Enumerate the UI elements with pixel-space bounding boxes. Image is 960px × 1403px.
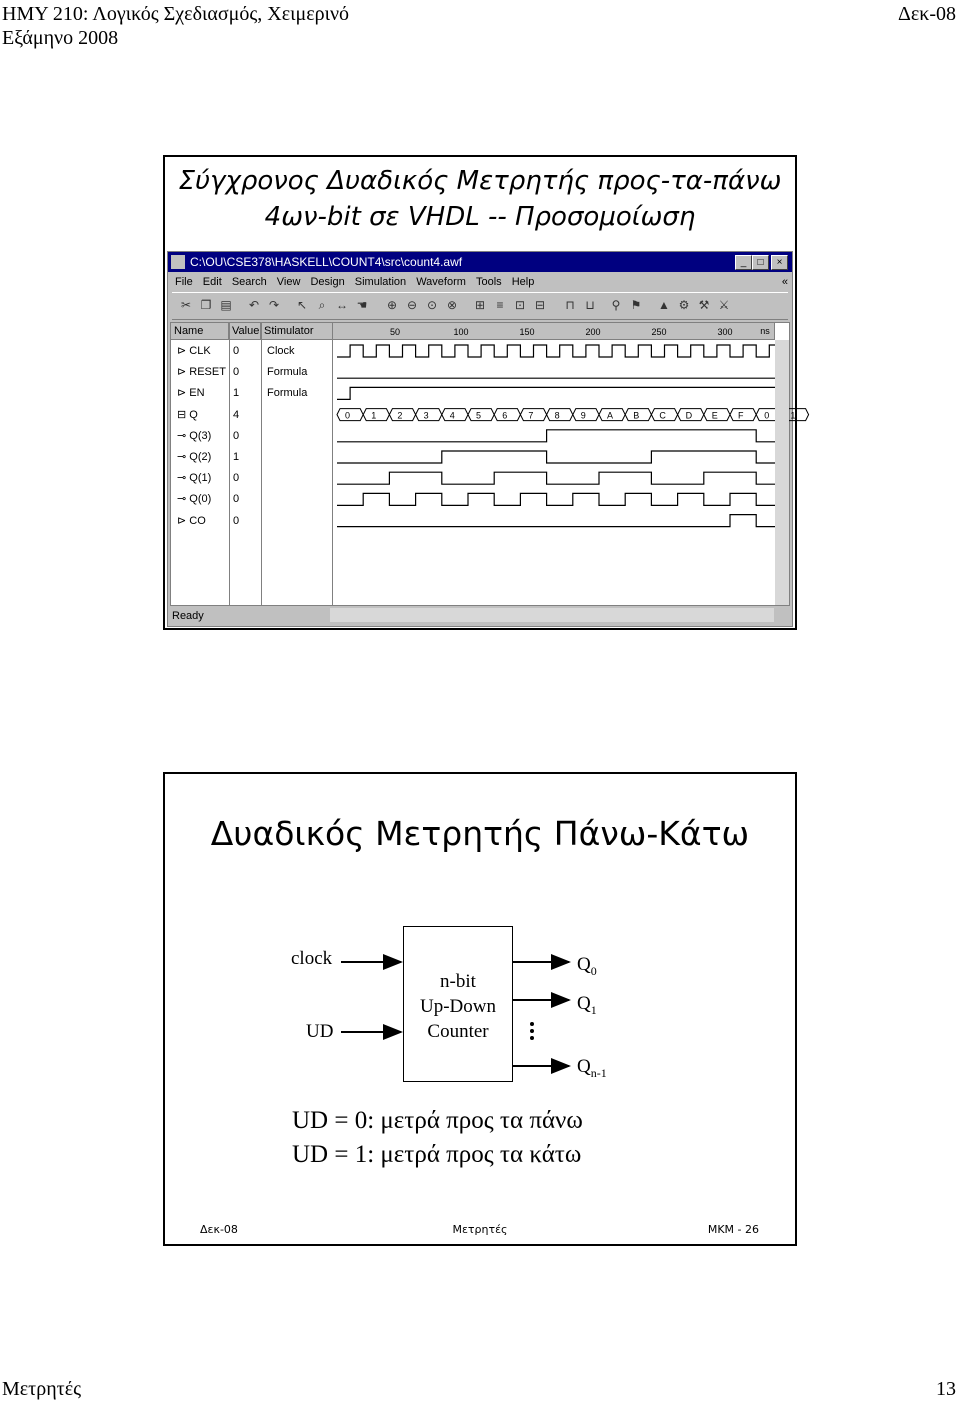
signal-value: 1 <box>233 451 240 463</box>
signal-value: 4 <box>233 408 240 421</box>
bus-value-label: C <box>659 410 666 421</box>
bus-icon[interactable]: ≡ <box>496 298 504 312</box>
time-tick-label: 250 <box>651 327 667 337</box>
waveform-plot <box>333 323 796 605</box>
q2-wave <box>337 451 782 463</box>
find-icon[interactable]: ⚲ <box>611 298 621 312</box>
bus-value-label: 3 <box>423 410 429 421</box>
bus-segment <box>520 409 546 421</box>
hand-icon[interactable]: ☚ <box>356 298 368 312</box>
signal-value: 0 <box>233 345 240 357</box>
simulator-window <box>167 251 796 627</box>
time-tick-label: 150 <box>519 327 535 337</box>
zoom-icon[interactable]: ⌕ <box>318 298 326 312</box>
waveform-marker-icon[interactable]: ⊔ <box>585 298 595 312</box>
col-header-stimulator[interactable]: Stimulator <box>261 323 333 340</box>
redo-icon[interactable]: ↷ <box>268 298 280 312</box>
signal-value: 1 <box>233 387 240 400</box>
counter-line1: n-bit <box>440 971 476 992</box>
run-icon[interactable]: ▲ <box>658 298 670 312</box>
page-footer-topic: Μετρητές <box>2 1378 82 1400</box>
bus-value-label: A <box>607 410 614 421</box>
slide1-title-line1: Σύγχρονος Δυαδικός Μετρητής προς-τα-πάνω <box>178 166 782 196</box>
input-ud-label: UD <box>306 1021 334 1042</box>
run-for-icon[interactable]: ⚒ <box>698 298 710 312</box>
measure-icon[interactable]: ↔ <box>336 298 348 312</box>
signal-name: ⊳ RESET <box>177 366 226 379</box>
slide-simulation <box>163 155 797 630</box>
header-course-line1: ΗΜΥ 210: Λογικός Σχεδιασμός, Χειμερινό <box>2 3 350 25</box>
menu-simulation[interactable]: Simulation <box>354 276 407 288</box>
cut-icon[interactable]: ✂ <box>180 298 192 312</box>
col-header-name[interactable]: Name <box>171 323 229 340</box>
output-q0-label <box>577 954 597 982</box>
slide1-title <box>165 163 795 235</box>
co-wave <box>337 515 782 527</box>
bus-value-label: 7 <box>528 410 534 421</box>
equation-ud0: UD = 0: μετρά προς τα πάνω <box>292 1107 583 1134</box>
q0-text: Q <box>577 954 591 975</box>
menu-edit[interactable]: Edit <box>202 276 222 288</box>
q1-sub: 1 <box>590 1002 597 1017</box>
app-icon <box>171 255 185 269</box>
signal-value: 0 <box>233 366 240 379</box>
signal-row[interactable] <box>171 341 331 362</box>
menu-help[interactable]: Help <box>511 276 535 288</box>
bus-value-label: 1 <box>790 410 796 421</box>
bus-value-label: 5 <box>476 410 482 421</box>
bus-value-label: 1 <box>371 410 377 421</box>
signal-row[interactable] <box>171 383 331 404</box>
window-titlebar <box>168 252 792 272</box>
q1-wave <box>337 472 782 484</box>
signal-value: 0 <box>233 429 240 442</box>
time-tick-label: 300 <box>717 327 733 337</box>
pointer-icon[interactable]: ↖ <box>296 298 308 312</box>
window-title: C:\OU\CSE378\HASKELL\COUNT4\src\count4.awf <box>190 255 463 269</box>
input-clock-label: clock <box>291 948 333 969</box>
counter-block <box>403 926 513 1082</box>
ellipsis-dot <box>530 1036 534 1040</box>
q1-text: Q <box>577 993 591 1014</box>
undo-icon[interactable]: ↶ <box>248 298 260 312</box>
bus-segment <box>573 409 599 421</box>
output-qn-label <box>577 1056 607 1084</box>
stimulator-icon[interactable]: ⊟ <box>534 298 546 312</box>
paste-icon[interactable]: ▤ <box>220 298 232 312</box>
signal-row[interactable] <box>171 405 331 426</box>
time-tick-label: 200 <box>585 327 601 337</box>
toolbar <box>172 292 788 320</box>
bus-segment <box>337 409 363 421</box>
header-date: Δεκ-08 <box>898 3 956 25</box>
q0-wave <box>337 493 782 505</box>
zoom-fit-icon[interactable]: ⊙ <box>426 298 438 312</box>
equation-ud1: UD = 1: μετρά προς τα κάτω <box>292 1141 582 1168</box>
bus-segment <box>547 409 573 421</box>
signal-name: ⊸ Q(0) <box>177 493 212 506</box>
signal-row[interactable] <box>171 511 331 532</box>
page-number: 13 <box>936 1378 956 1400</box>
qn-text: Q <box>577 1056 591 1077</box>
zoom-range-icon[interactable]: ⊗ <box>446 298 458 312</box>
bus-segment <box>468 409 494 421</box>
counter-line3: Counter <box>427 1021 489 1042</box>
bus-value-label: 0 <box>345 410 351 421</box>
slide-updown-counter <box>163 772 797 1246</box>
bus-value-label: F <box>738 410 744 421</box>
signal-row[interactable] <box>171 489 331 510</box>
menu-design[interactable]: Design <box>310 276 345 288</box>
signal-value: 0 <box>233 472 240 485</box>
signal-value: 0 <box>233 514 240 527</box>
bus-value-label: 2 <box>397 410 403 421</box>
menu-waveform[interactable]: Waveform <box>416 276 466 288</box>
col-header-value[interactable]: Value <box>229 323 261 340</box>
menu-file[interactable]: File <box>175 276 193 288</box>
signal-name: ⊳ CLK <box>177 345 211 357</box>
step-icon[interactable]: ⚙ <box>678 298 690 312</box>
zoom-out-icon[interactable]: ⊖ <box>406 298 418 312</box>
bus-segment <box>494 409 520 421</box>
status-bar: Ready <box>172 610 204 622</box>
output-q1-label <box>577 993 597 1021</box>
time-unit-label: ns <box>760 326 770 336</box>
signal-stimulator: Formula <box>267 366 308 379</box>
menu-search[interactable]: Search <box>231 276 267 288</box>
signal-stimulator: Clock <box>267 345 295 357</box>
signal-name: ⊸ Q(1) <box>177 472 212 485</box>
signal-row[interactable] <box>171 468 331 489</box>
ellipsis-dot <box>530 1029 534 1033</box>
signal-name: ⊳ CO <box>177 514 206 527</box>
bus-value-label: E <box>711 410 718 421</box>
signal-name: ⊸ Q(3) <box>177 429 212 442</box>
maximize-icon[interactable]: □ <box>752 255 769 270</box>
time-tick-label: 50 <box>389 327 401 337</box>
q3-wave <box>337 430 782 442</box>
bus-value-label: B <box>633 410 640 421</box>
slide2-footer-page: ΜΚΜ - 26 <box>707 1223 759 1236</box>
bus-segment <box>442 409 468 421</box>
signal-name: ⊳ EN <box>177 387 205 400</box>
q0-sub: 0 <box>590 963 597 978</box>
signal-stimulator: Formula <box>267 387 308 400</box>
signal-row[interactable] <box>171 362 331 383</box>
signal-add-icon[interactable]: ⊞ <box>474 298 486 312</box>
menu-collapse-icon[interactable]: « <box>781 276 788 288</box>
page-header-course <box>2 2 349 50</box>
menu-view[interactable]: View <box>276 276 301 288</box>
close-icon[interactable]: × <box>771 255 788 270</box>
bus-value-label: 8 <box>554 410 560 421</box>
bus-segment <box>363 409 389 421</box>
time-tick-label: 100 <box>453 327 469 337</box>
menu-tools[interactable]: Tools <box>475 276 502 288</box>
bus-segment <box>389 409 415 421</box>
bus-value-label: 9 <box>580 410 586 421</box>
bus-value-label: 0 <box>764 410 770 421</box>
bus-value-label: D <box>685 410 693 421</box>
signal-name: ⊸ Q(2) <box>177 451 212 463</box>
copy-icon[interactable]: ❐ <box>200 298 212 312</box>
signal-row[interactable] <box>171 426 331 447</box>
zoom-in-icon[interactable]: ⊕ <box>386 298 398 312</box>
clk-wave <box>337 345 782 357</box>
en-wave <box>337 387 782 399</box>
ellipsis-dot <box>530 1022 534 1026</box>
minimize-icon[interactable]: _ <box>735 255 752 270</box>
vertical-scrollbar[interactable] <box>775 340 789 605</box>
counter-line2: Up-Down <box>420 996 496 1017</box>
slide2-title: Δυαδικός Μετρητής Πάνω-Κάτω <box>210 814 750 853</box>
signal-value: 0 <box>233 493 240 506</box>
qn-sub: n-1 <box>590 1065 607 1080</box>
slide2-footer-date: Δεκ-08 <box>200 1223 238 1236</box>
menu-bar <box>168 273 792 291</box>
edit-signal-icon[interactable]: ⊡ <box>514 298 526 312</box>
bus-value-label: 4 <box>449 410 455 421</box>
slide2-footer-topic: Μετρητές <box>452 1223 508 1236</box>
header-course-line2: Εξάμηνο 2008 <box>2 27 119 49</box>
signal-row[interactable] <box>171 447 331 468</box>
horizontal-scrollbar[interactable] <box>330 608 774 622</box>
slide1-title-line2: 4ων-bit σε VHDL -- Προσομοίωση <box>264 202 696 232</box>
signal-name: ⊟ Q <box>177 408 198 421</box>
stop-icon[interactable]: ⚔ <box>718 298 730 312</box>
bus-value-label: 6 <box>502 410 508 421</box>
bookmark-icon[interactable]: ⚑ <box>630 298 642 312</box>
waveform-edit-icon[interactable]: ⊓ <box>565 298 575 312</box>
waveform-grid <box>170 322 796 606</box>
bus-segment <box>416 409 442 421</box>
